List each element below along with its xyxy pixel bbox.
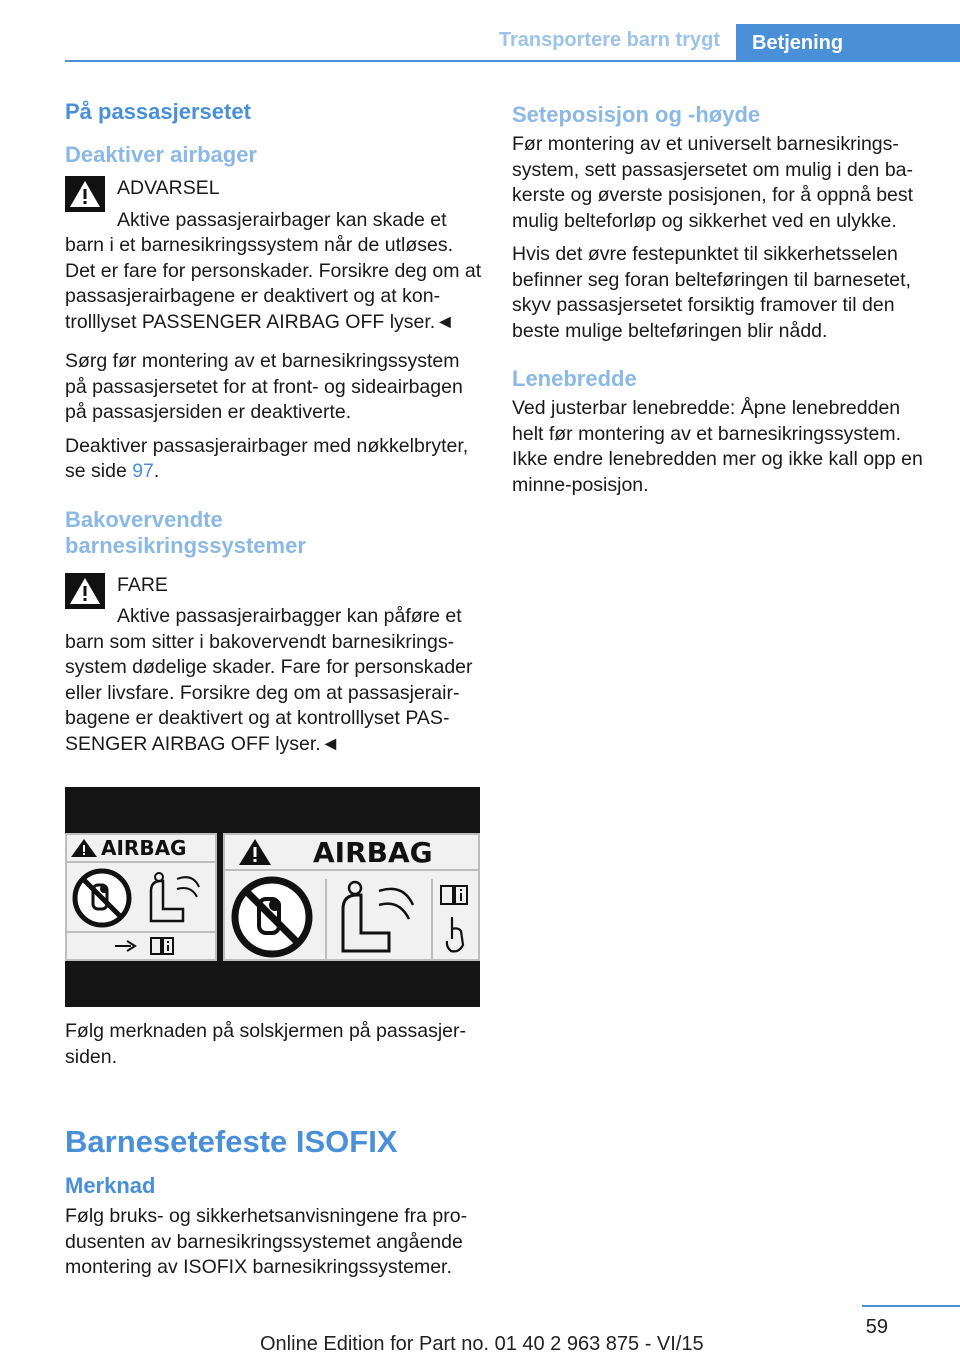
manual-book-icon (439, 883, 469, 912)
subsection-title-line: barnesikringssystemer (65, 532, 306, 558)
section-title-isofix: Barnesetefeste ISOFIX (65, 1124, 398, 1159)
danger-label: FARE (117, 573, 168, 596)
subsection-title-line: Bakovervendte (65, 506, 223, 532)
no-child-seat-icon (71, 867, 133, 934)
page-link[interactable]: 97 (132, 460, 154, 482)
airbag-label-large (223, 833, 480, 961)
airbag-deploy-icon (141, 869, 211, 930)
danger-box (65, 571, 483, 758)
chapter-tab[interactable]: Betjening (736, 24, 960, 62)
paragraph: Ved justerbar lenebredde: Åpne lenebredden helt før montering av et barnesikringssystem. Ikke endre lenebredden mer og ikke kall opp en minne-posisjon. (512, 397, 923, 496)
pointing-hand-icon (443, 915, 467, 960)
warning-triangle-icon (225, 837, 285, 867)
warning-triangle-icon (65, 573, 105, 609)
warning-triangle-icon (65, 176, 105, 212)
no-child-seat-icon (229, 875, 315, 964)
warning-label: ADVARSEL (117, 177, 220, 199)
airbag-deploy-icon (331, 879, 427, 960)
airbag-label-small (65, 833, 217, 961)
paragraph: Før montering av et universelt barnesikringssystem, sett passasjersetet om mulig i den bakerste og øverste posisjonen, for å oppnå best mulig belteforløp og sikkerhet ved en ulykke. (512, 133, 914, 232)
danger-text: Aktive passasjerairbagger kan påføre et barn som sitter i bakovervendt barnesikringssystem dødelige skader. Fare for personskader eller livsfare. Forsikre deg om at passasjerairbagene er deaktivert og at kontrolllyset PASSENGER AIRBAG OFF lyser.◄ (65, 605, 473, 755)
edition-footer: Online Edition for Part no. 01 40 2 963 875 - VI/15 (260, 1333, 704, 1355)
warning-triangle-icon (67, 837, 101, 859)
figure-caption: Følg merknaden på solskjermen på passasjersiden. (65, 1020, 467, 1068)
subsection-title-rear-facing (65, 507, 483, 559)
warning-box (65, 174, 483, 335)
subsection-title-deactivate-airbags: Deaktiver airbager (65, 142, 257, 167)
subsection-title-note: Merknad (65, 1173, 156, 1198)
airbag-label-figure (65, 787, 480, 1007)
subsection-title-seat-position: Seteposisjon og -høyde (512, 102, 761, 127)
paragraph-text-end: . (153, 460, 160, 482)
paragraph: Følg bruks- og sikkerhetsanvisningene fra produsenten av barnesikringssystemet angående montering av ISOFIX barnesikringssystemer. (65, 1205, 468, 1278)
breadcrumb[interactable]: Transportere barn trygt (498, 29, 720, 51)
pointing-hand-icon (113, 937, 139, 960)
paragraph-text: Deaktiver passasjerairbager med nøkkelbryter, se side (65, 434, 469, 482)
manual-book-icon (149, 935, 175, 962)
paragraph: Hvis det øvre festepunktet til sikkerhetsselen befinner seg foran belteføringen til barnesetet, skyv passasjersetet forsiktig framover til den beste mulige belteføringen blir nådd. (512, 243, 911, 342)
page-number: 59 (865, 1316, 888, 1338)
airbag-label-text: AIRBAG (313, 835, 433, 869)
subsection-title-backrest-width: Lenebredde (512, 366, 637, 391)
page-header (0, 0, 960, 62)
header-rule (65, 60, 960, 62)
right-column (512, 98, 924, 506)
section-title-passenger-seat: På passasjersetet (65, 99, 251, 124)
footer-rule (862, 1305, 960, 1307)
left-column (65, 98, 483, 1289)
warning-text: Aktive passasjerairbager kan skade et barn i et barnesikringssystem når de utløses. Det er fare for personskader. Forsikre deg om at passasjerairbagene er deaktivert og at kontrolllyset PASSENGER AIRBAG OFF lyser.◄ (65, 208, 482, 333)
airbag-label-text: AIRBAG (101, 836, 187, 860)
paragraph-with-link (65, 434, 483, 485)
paragraph: Sørg før montering av et barnesikringssystem på passasjersetet for at front- og sideairbagen på passasjersiden er deaktiverte. (65, 350, 463, 423)
